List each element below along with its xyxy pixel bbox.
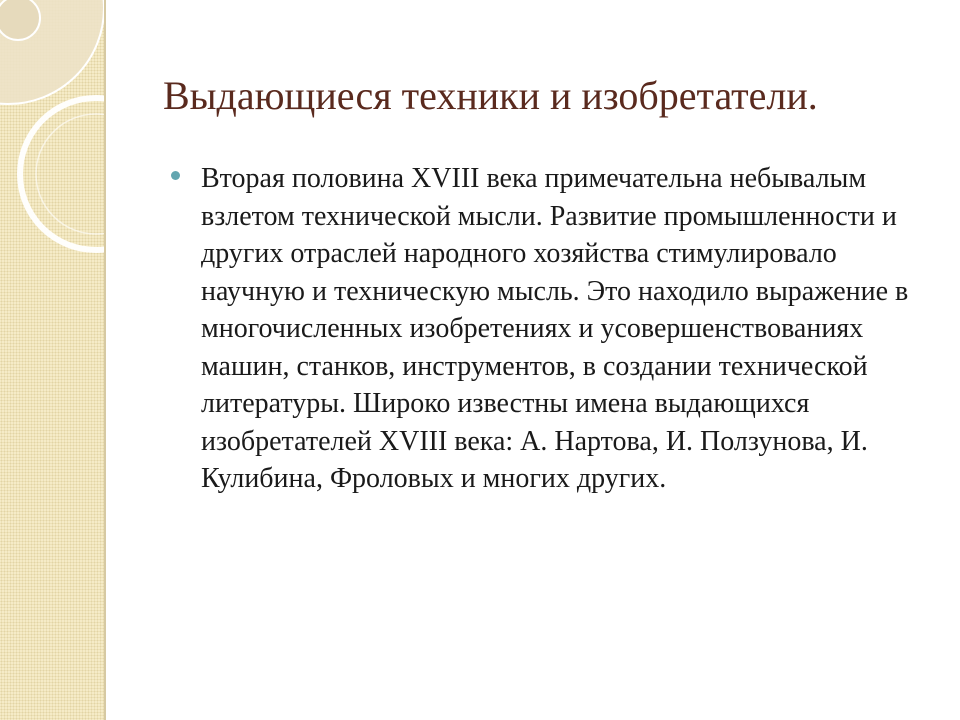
- bullet-item: [168, 160, 938, 498]
- bullet-dot-icon: [171, 171, 180, 180]
- bullet-text: Вторая половина XVIII века примечательна небывалым взлетом технической мысли. Развитие промышленности и других отраслей народного хозяйства стимулировало научную и техническую мысль. Это находило выражение в многочисленных изобретениях и усовершенствованиях машин, станков, инструментов, в создании технической литературы. Широко известны имена выдающихся изобретателей XVIII века: А. Нартова, И. Ползунова, И. Кулибина, Фроловых и многих других.: [201, 163, 909, 494]
- decorative-rings-icon: [0, 0, 104, 720]
- decorative-side-band: [0, 0, 106, 720]
- slide-body: [168, 160, 938, 498]
- slide-title: Выдающиеся техники и изобретатели.: [163, 73, 818, 118]
